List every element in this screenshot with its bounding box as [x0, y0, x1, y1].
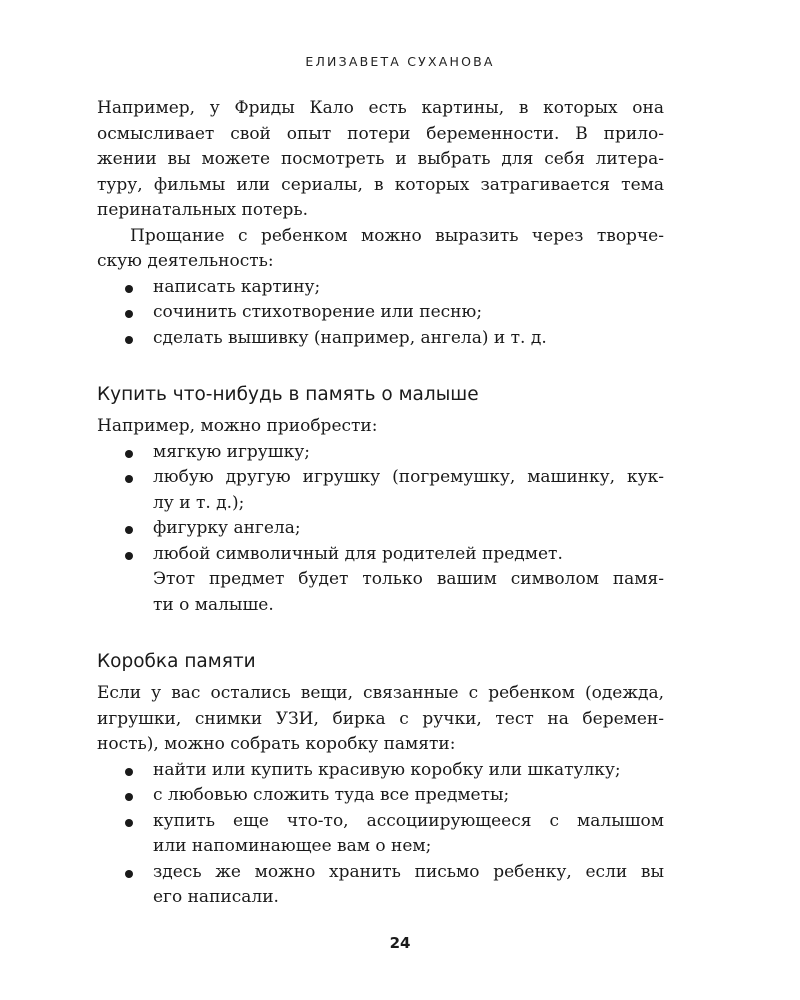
bullet-dot-icon [125, 336, 133, 344]
bullet-dot-icon [125, 450, 133, 458]
text-line: скую деятельность: [97, 251, 274, 271]
section-heading-memory-box: Коробка памяти [97, 651, 256, 672]
text-line: любой символичный для родителей предмет. [153, 543, 563, 564]
running-head: ЕЛИЗАВЕТА СУХАНОВА [305, 54, 495, 69]
list-item: найти или купить красивую коробку или шкатулку; [125, 758, 664, 784]
text-line: перинатальных потерь. [97, 200, 309, 220]
intro-paragraph-1 [97, 96, 664, 224]
text-line: Если у вас остались вещи, связанные с ребенком (одежда, [97, 683, 664, 703]
text-line: его написали. [153, 887, 279, 907]
text-line: здесь же можно хранить письмо ребенку, если вы [153, 861, 664, 882]
list-item [125, 542, 664, 619]
text-line: осмысливает свой опыт потери беременности. В прило- [97, 123, 664, 144]
list-item: мягкую игрушку; [125, 440, 664, 466]
bullet-dot-icon [125, 870, 133, 878]
list-item [125, 809, 664, 860]
section2-bullet-list [97, 758, 664, 911]
page-number: 24 [389, 934, 411, 952]
section1-lead [97, 414, 664, 440]
text-line: жении вы можете посмотреть и выбрать для себя литера- [97, 149, 664, 169]
list-item: сделать вышивку (например, ангела) и т. д. [125, 326, 664, 352]
list-item: с любовью сложить туда все предметы; [125, 783, 664, 809]
text-line: или напоминающее вам о нем; [153, 836, 432, 856]
bullet-dot-icon [125, 768, 133, 776]
bullet-dot-icon [125, 819, 133, 827]
list-item: написать картину; [125, 275, 664, 301]
bullet-dot-icon [125, 526, 133, 534]
text-line: игрушки, снимки УЗИ, бирка с ручки, тест на беремен- [97, 708, 664, 729]
text-line: Например, у Фриды Кало есть картины, в которых она [97, 98, 664, 118]
bullet-dot-icon [125, 793, 133, 801]
text-line: Этот предмет будет только вашим символом памя- [153, 569, 664, 589]
text-line: Например, можно приобрести: [97, 416, 378, 436]
intro-paragraph-2 [97, 224, 664, 275]
text-line: туру, фильмы или сериалы, в которых затрагивается тема [97, 174, 664, 195]
page-content [97, 96, 664, 911]
text-line: Прощание с ребенком можно выразить через творче- [130, 225, 664, 246]
bullet-dot-icon [125, 552, 133, 560]
text-line: ти о малыше. [153, 594, 274, 615]
list-item [125, 465, 664, 516]
section2-lead [97, 681, 664, 758]
intro-bullet-list [97, 275, 664, 352]
text-line: купить еще что-то, ассоциирующееся с малышом [153, 810, 664, 831]
list-item: сочинить стихотворение или песню; [125, 300, 664, 326]
bullet-dot-icon [125, 475, 133, 483]
bullet-dot-icon [125, 310, 133, 318]
list-item: фигурку ангела; [125, 516, 664, 542]
list-item [125, 860, 664, 911]
section1-bullet-list [97, 440, 664, 619]
text-line: лу и т. д.); [153, 492, 245, 513]
text-line: ность), можно собрать коробку памяти: [97, 734, 456, 754]
text-line: любую другую игрушку (погремушку, машинку, кук- [153, 467, 664, 487]
bullet-dot-icon [125, 285, 133, 293]
section-heading-memory-item: Купить что-нибудь в память о малыше [97, 384, 479, 405]
